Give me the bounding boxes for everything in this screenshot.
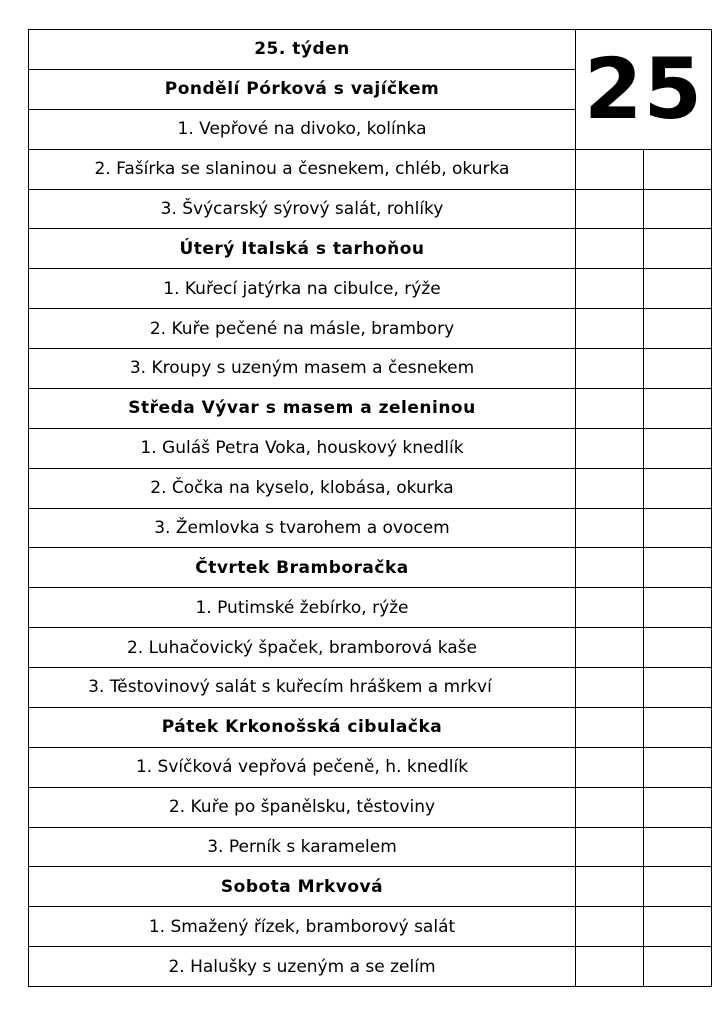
dish-row: [29, 349, 712, 389]
checkbox-cell: [644, 867, 712, 907]
checkbox-cell: [576, 388, 644, 428]
dish-row: [29, 947, 712, 987]
checkbox-cell: [644, 309, 712, 349]
checkbox-cell: [576, 668, 644, 708]
checkbox-cell: [644, 229, 712, 269]
checkbox-cell: [576, 468, 644, 508]
dish-label: 2. Luhačovický špaček, bramborová kaše: [29, 628, 576, 668]
day-row-saturday: [29, 867, 712, 907]
dish-label: 1. Putimské žebírko, rýže: [29, 588, 576, 628]
dish-row: [29, 189, 712, 229]
checkbox-cell: [644, 747, 712, 787]
checkbox-cell: [576, 628, 644, 668]
checkbox-cell: [576, 428, 644, 468]
checkbox-cell: [644, 707, 712, 747]
checkbox-cell: [644, 787, 712, 827]
day-title-monday: Pondělí Pórková s vajíčkem: [29, 69, 576, 109]
dish-label: 2. Kuře pečené na másle, brambory: [29, 309, 576, 349]
day-title-wednesday: Středa Vývar s masem a zeleninou: [29, 388, 576, 428]
dish-row: [29, 827, 712, 867]
checkbox-cell: [576, 309, 644, 349]
checkbox-cell: [576, 947, 644, 987]
dish-label: 1. Smažený řízek, bramborový salát: [29, 907, 576, 947]
checkbox-cell: [644, 588, 712, 628]
day-title-friday: Pátek Krkonošská cibulačka: [29, 707, 576, 747]
checkbox-cell: [576, 349, 644, 389]
checkbox-cell: [576, 707, 644, 747]
checkbox-cell: [644, 349, 712, 389]
dish-row: [29, 668, 712, 708]
dish-row: [29, 428, 712, 468]
day-row-friday: [29, 707, 712, 747]
dish-label: 2. Fašírka se slaninou a česnekem, chléb, okurka: [29, 149, 576, 189]
checkbox-cell: [644, 548, 712, 588]
day-title-thursday: Čtvrtek Bramboračka: [29, 548, 576, 588]
day-row-tuesday: [29, 229, 712, 269]
checkbox-cell: [644, 269, 712, 309]
dish-row: [29, 787, 712, 827]
checkbox-cell: [576, 189, 644, 229]
dish-row: [29, 468, 712, 508]
checkbox-cell: [644, 947, 712, 987]
checkbox-cell: [644, 508, 712, 548]
checkbox-cell: [644, 388, 712, 428]
week-number-box: [576, 30, 712, 150]
dish-label: 2. Halušky s uzeným a se zelím: [29, 947, 576, 987]
dish-row: [29, 508, 712, 548]
dish-row: [29, 628, 712, 668]
checkbox-cell: [644, 827, 712, 867]
weekly-menu-table: [28, 29, 712, 987]
dish-label: 3. Těstovinový salát s kuřecím hráškem a mrkví: [88, 677, 492, 698]
dish-row: [29, 588, 712, 628]
dish-label: 1. Vepřové na divoko, kolínka: [29, 109, 576, 149]
week-title: 25. týden: [29, 30, 576, 70]
checkbox-cell: [576, 269, 644, 309]
dish-row: [29, 149, 712, 189]
day-row-wednesday: [29, 388, 712, 428]
checkbox-cell: [576, 907, 644, 947]
checkbox-cell: [644, 907, 712, 947]
dish-label: 1. Kuřecí jatýrka na cibulce, rýže: [29, 269, 576, 309]
checkbox-cell: [644, 189, 712, 229]
dish-row: [29, 907, 712, 947]
dish-label: 3. Kroupy s uzeným masem a česnekem: [29, 349, 576, 389]
dish-label: 3. Perník s karamelem: [29, 827, 576, 867]
dish-label: 2. Čočka na kyselo, klobása, okurka: [29, 468, 576, 508]
checkbox-cell: [576, 508, 644, 548]
day-title-tuesday: Úterý Italská s tarhoňou: [29, 229, 576, 269]
checkbox-cell: [644, 668, 712, 708]
dish-row: [29, 269, 712, 309]
checkbox-cell: [644, 428, 712, 468]
dish-label-cell: [29, 668, 576, 708]
dish-row: [29, 309, 712, 349]
day-title-saturday: Sobota Mrkvová: [29, 867, 576, 907]
checkbox-cell: [576, 867, 644, 907]
dish-label: 1. Guláš Petra Voka, houskový knedlík: [29, 428, 576, 468]
checkbox-cell: [576, 149, 644, 189]
checkbox-cell: [576, 548, 644, 588]
week-number: 25: [584, 40, 703, 139]
checkbox-cell: [576, 787, 644, 827]
dish-label: 3. Švýcarský sýrový salát, rohlíky: [29, 189, 576, 229]
checkbox-cell: [576, 588, 644, 628]
checkbox-cell: [576, 827, 644, 867]
dish-label: 2. Kuře po španělsku, těstoviny: [29, 787, 576, 827]
checkbox-cell: [644, 149, 712, 189]
week-row: [29, 30, 712, 70]
day-row-thursday: [29, 548, 712, 588]
checkbox-cell: [576, 747, 644, 787]
dish-label: 1. Svíčková vepřová pečeně, h. knedlík: [29, 747, 576, 787]
checkbox-cell: [576, 229, 644, 269]
checkbox-cell: [644, 468, 712, 508]
dish-row: [29, 747, 712, 787]
checkbox-cell: [644, 628, 712, 668]
dish-label: 3. Žemlovka s tvarohem a ovocem: [29, 508, 576, 548]
